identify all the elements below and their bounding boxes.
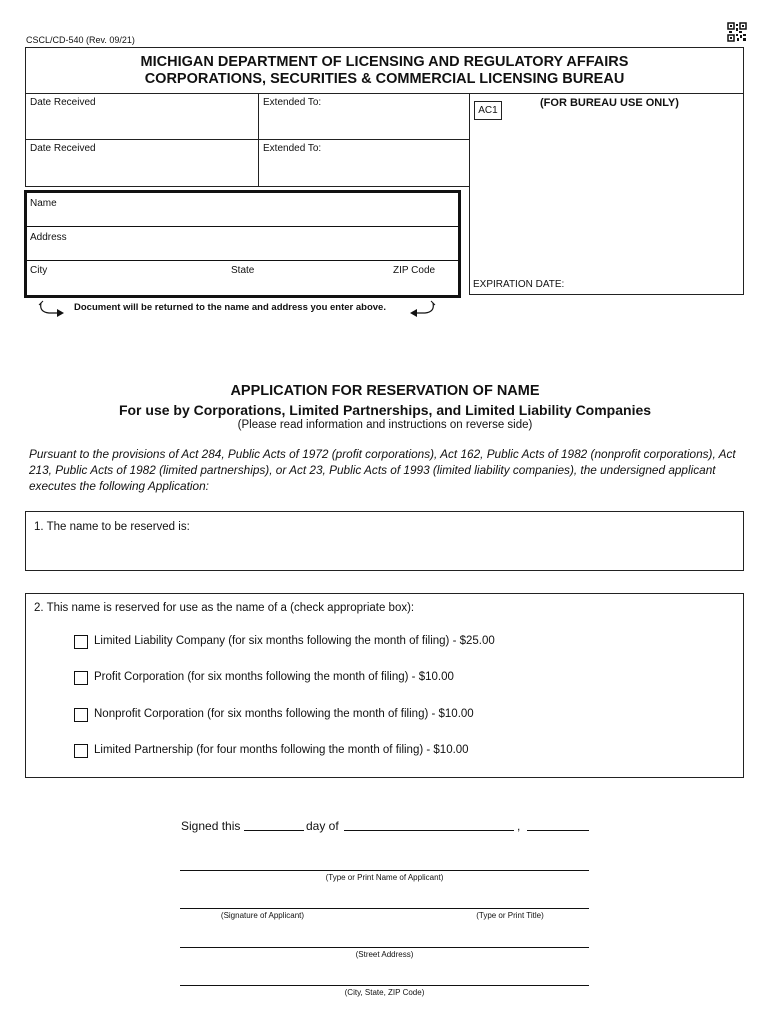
signed-day-field[interactable]: [244, 818, 304, 831]
form-instructions-note: (Please read information and instructions on reverse side): [237, 419, 533, 431]
signature-caption: (Signature of Applicant): [220, 911, 305, 920]
date-comma: ,: [517, 819, 521, 833]
item1-label: 1. The name to be reserved is:: [34, 521, 190, 533]
ac1-box: AC1: [474, 101, 502, 120]
name-field[interactable]: Name: [30, 198, 57, 209]
state-field[interactable]: State: [231, 265, 255, 276]
city-field[interactable]: City: [30, 265, 48, 276]
bureau-use-label: (FOR BUREAU USE ONLY): [540, 97, 679, 109]
curved-arrow-right-icon: [407, 300, 437, 318]
extended-to-field-2[interactable]: Extended To:: [258, 139, 470, 187]
nonprofit-corp-option-label: Nonprofit Corporation (for six months following the month of filing) - $10.00: [94, 708, 474, 720]
bureau-use-box: [469, 93, 744, 295]
item2-label: 2. This name is reserved for use as the name of a (check appropriate box):: [34, 602, 415, 614]
signature-title-field[interactable]: [180, 896, 589, 909]
signed-this-label: Signed this: [181, 819, 241, 833]
name-to-reserve-box[interactable]: [25, 511, 744, 571]
profit-corp-checkbox[interactable]: [74, 671, 88, 685]
header-box: [25, 47, 744, 94]
signed-year-field[interactable]: [527, 818, 589, 831]
return-note: Document will be returned to the name and address you enter above.: [74, 302, 386, 313]
zip-field[interactable]: ZIP Code: [393, 265, 436, 276]
profit-corp-option-label: Profit Corporation (for six months following the month of filing) - $10.00: [94, 671, 454, 683]
llc-checkbox[interactable]: [74, 635, 88, 649]
city-state-zip-caption: (City, State, ZIP Code): [344, 988, 425, 997]
city-state-zip-field[interactable]: [180, 973, 589, 986]
applicant-name-field[interactable]: [180, 858, 589, 871]
curved-arrow-left-icon: [37, 300, 67, 318]
title-caption: (Type or Print Title): [476, 911, 544, 920]
street-address-field[interactable]: [180, 935, 589, 948]
form-subtitle: For use by Corporations, Limited Partnerships, and Limited Liability Companies: [118, 402, 652, 418]
form-id: CSCL/CD-540 (Rev. 09/21): [26, 35, 135, 45]
date-received-field-2[interactable]: Date Received: [25, 139, 259, 187]
form-title: APPLICATION FOR RESERVATION OF NAME: [230, 383, 540, 399]
llc-option-label: Limited Liability Company (for six months following the month of filing) - $25.00: [94, 635, 495, 647]
intro-paragraph: Pursuant to the provisions of Act 284, Public Acts of 1972 (profit corporations), Act 162, Public Acts of 1982 (nonprofit corporations), Act 213, Public Acts of 1982 (limited partnerships), or Act 23, Public Acts of 1993 (limited liability companies), the undersigned applicant executes the following Application:: [29, 447, 736, 493]
extended-to-field-1[interactable]: Extended To:: [258, 93, 470, 140]
address-field[interactable]: Address: [30, 232, 67, 243]
applicant-name-caption: (Type or Print Name of Applicant): [325, 873, 444, 882]
date-received-field-1[interactable]: Date Received: [25, 93, 259, 140]
nonprofit-corp-checkbox[interactable]: [74, 708, 88, 722]
qr-code-icon: [727, 22, 747, 42]
day-of-label: day of: [306, 819, 339, 833]
signed-month-field[interactable]: [344, 818, 514, 831]
limited-partnership-option-label: Limited Partnership (for four months following the month of filing) - $10.00: [94, 744, 469, 756]
header-line-2: CORPORATIONS, SECURITIES & COMMERCIAL LICENSING BUREAU: [144, 71, 625, 87]
limited-partnership-checkbox[interactable]: [74, 744, 88, 758]
street-address-caption: (Street Address): [355, 950, 414, 959]
header-line-1: MICHIGAN DEPARTMENT OF LICENSING AND REGULATORY AFFAIRS: [140, 54, 629, 70]
return-address-box: [24, 190, 461, 298]
expiration-date-label: EXPIRATION DATE:: [473, 279, 565, 290]
